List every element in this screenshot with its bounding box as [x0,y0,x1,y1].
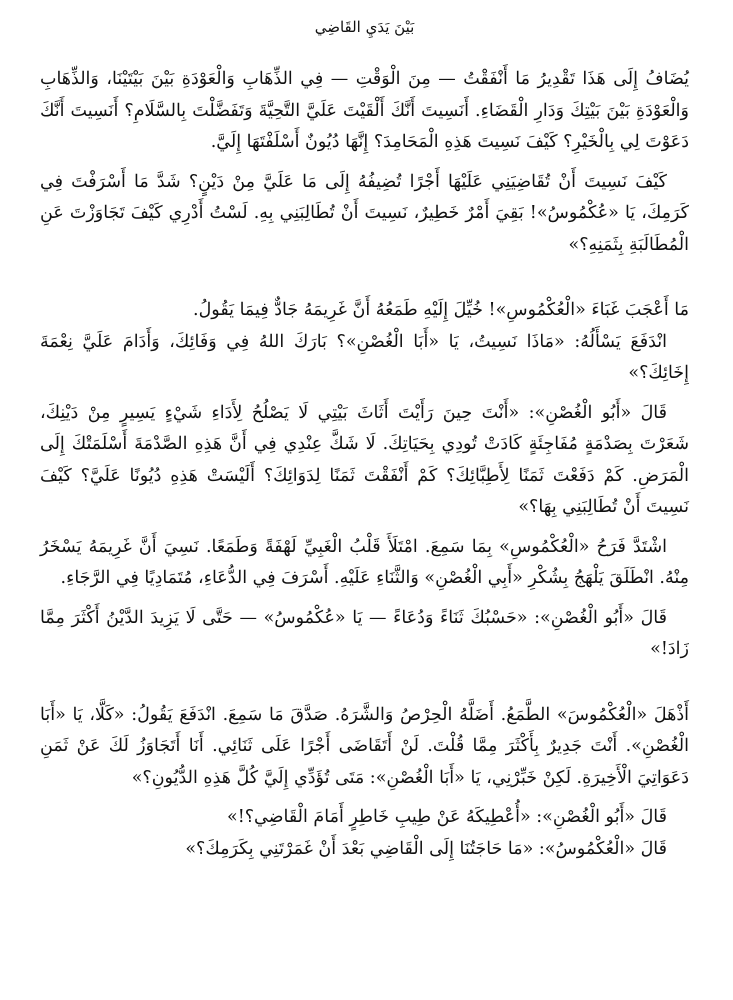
paragraph: قَالَ «أَبُو الْغُصْنِ»: «أَنْتَ حِينَ رَأَيْتَ أَثَاثَ بَيْتِي لَا يَصْلُحُ لِأَدَاءِ شَيْءٍ يَسِيرٍ مِنْ دَيْنِكَ، شَعَرْتَ بِصَدْمَةٍ مُفَاجِئَةٍ كَادَتْ تُودِي بِحَيَاتِكَ. لَا شَكَّ عِنْدِي فِي أَنَّ هَذِهِ الصَّدْمَةَ أَسْلَمَتْكَ إِلَى الْمَرَضِ. كَمْ دَفَعْتَ ثَمَنًا لِأَطِبَّائِكَ؟ كَمْ أَنْفَقْتَ ثَمَنًا لِدَوَائِكَ؟ أَلَيْسَتْ هَذِهِ دُيُونًا عَلَيَّ؟ كَيْفَ نَسِيتَ أَنْ تُطَالِبَنِي بِهَا؟» [40,402,689,517]
paragraph: كَيْفَ نَسِيتَ أَنْ تُقَاضِيَنِي عَلَيْهَا أَجْرًا تُضِيفُهُ إِلَى مَا عَلَيَّ مِنْ دَيْنٍ؟ شَدَّ مَا أَسْرَفْتَ فِي كَرَمِكَ، يَا «عُكْمُوسُ»! بَقِيَ أَمْرٌ خَطِيرٌ، نَسِيتَ أَنْ تُطَالِبَنِي بِهِ. لَسْتُ أَدْرِي كَيْفَ تَجَاوَزْتَ عَنِ الْمُطَالَبَةِ بِثَمَنِهِ؟» [40,171,689,255]
page-body [40,64,689,865]
paragraph: قَالَ «الْعُكْمُوسُ»: «مَا حَاجَتُنَا إِلَى الْقَاضِي بَعْدَ أَنْ غَمَرْتَنِي بِكَرَمِكَ؟» [185,838,667,859]
paragraph: قَالَ «أَبُو الْغُصْنِ»: «أُعْطِيكَهُ عَنْ طِيبِ خَاطِرٍ أَمَامَ الْقَاضِي؟!» [227,807,667,827]
paragraph: أَذْهَلَ «الْعُكْمُوسَ» الطَّمَعُ. أَضَلَّهُ الْحِرْصُ وَالشَّرَهُ. صَدَّقَ مَا سَمِعَ. انْدَفَعَ يَقُولُ: «كَلَّا، يَا «أَبَا الْغُصْنِ». أَنْتَ جَدِيرٌ بِأَكْثَرَ مِمَّا قُلْتَ. لَنْ أَتَقَاضَى أَجْرًا عَلَى ثَنَائِي. أَنَا أَتَجَاوَزُ لَكَ عَنْ ثَمَنِ دَعَوَاتِيَ الْأَخِيرَةِ. لَكِنْ خَبِّرْنِي، يَا «أَبَا الْغُصْنِ»: مَتَى تُؤَدِّي إِلَيَّ كُلَّ هَذِهِ الدُّيُونِ؟» [40,704,689,788]
paragraph: اشْتَدَّ فَرَحُ «الْعُكْمُوسِ» بِمَا سَمِعَ. امْتَلَأَ قَلْبُ الْغَبِيِّ لَهْفَةً وَطَمَعًا. نَسِيَ أَنَّ غَرِيمَهُ يَسْخَرُ مِنْهُ. انْطَلَقَ يَلْهَجُ بِشُكْرِ «أَبِي الْغُصْنِ» وَالثَّنَاءِ عَلَيْهِ. أَسْرَفَ فِي الدُّعَاءِ، مُتَمَادِيًا فِي الرَّجَاءِ. [40,536,689,588]
paragraph: انْدَفَعَ يَسْأَلُهُ: «مَاذَا نَسِيتُ، يَا «أَبَا الْغُصْنِ»؟ بَارَكَ اللهُ فِي وَفَائِكَ، وَأَدَامَ عَلَيَّ نِعْمَةَ إِخَائِكَ؟» [40,331,689,383]
running-header: بَيْنَ يَدَيِ القَاضِي [314,18,415,36]
paragraph: قَالَ «أَبُو الْغُصْنِ»: «حَسْبُكَ ثَنَاءً وَدُعَاءً — يَا «عُكْمُوسُ» — حَتَّى لَا يَزِيدَ الدَّيْنُ أَكْثَرَ مِمَّا زَادَ!» [40,607,689,659]
paragraph: يُضَافُ إِلَى هَذَا تَقْدِيرُ مَا أَنْفَقْتُ — مِنَ الْوَقْتِ — فِي الذِّهَابِ وَالْعَوْدَةِ بَيْنَ بَيْتَيْنَا، وَالذِّهَابِ وَالْعَوْدَةِ بَيْنَ بَيْتِكَ وَدَارِ الْقَضَاءِ. أَنَسِيتَ أَنَّكَ أَلْقَيْتَ عَلَيَّ التَّحِيَّةَ وَتَفَضَّلْتَ بِالسَّلَامِ؟ أَنَسِيتَ أَنَّكَ دَعَوْتَ لِي بِالْخَيْرِ؟ كَيْفَ نَسِيتَ هَذِهِ الْمَحَامِدَ؟ إِنَّهَا دُيُونٌ أَسْلَفْتَهَا إِلَيَّ. [40,69,689,152]
paragraph: مَا أَعْجَبَ غَبَاءَ «الْعُكْمُوسِ»! خُيِّلَ إِلَيْهِ طَمَعُهُ أَنَّ غَرِيمَهُ جَادٌّ فِيمَا يَقُولُ. [193,300,689,320]
